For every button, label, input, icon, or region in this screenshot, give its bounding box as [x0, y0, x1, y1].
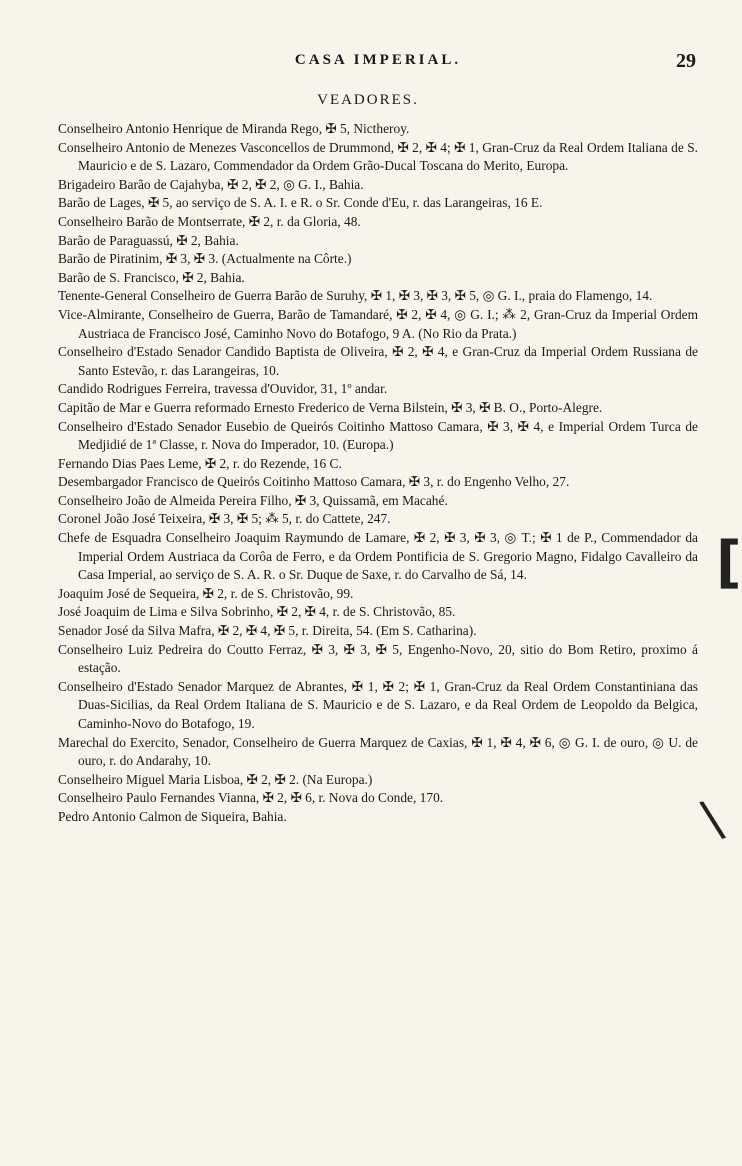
list-item: Barão de Piratinim, ✠ 3, ✠ 3. (Actualmente na Côrte.) — [58, 251, 352, 267]
list-item: Barão de Lages, ✠ 5, ao serviço de S. A. I. e R. o Sr. Conde d'Eu, r. das Larangeiras, 16 E. — [58, 195, 543, 211]
page-number: 29 — [676, 50, 696, 72]
list-item: Capitão de Mar e Guerra reformado Ernesto Frederico de Verna Bilstein, ✠ 3, ✠ B. O., Porto-Alegre. — [58, 399, 603, 415]
list-item: Conselheiro d'Estado Senador Marquez de Abrantes, ✠ 1, ✠ 2; ✠ 1, Gran-Cruz da Real Ordem Constantiniana das Duas-Sicilias, da Real Ordem Italiana de S. Mauricio e de S. Lazaro, e da Real Ordem de Leopoldo da Belgica, Caminho-Novo do Botafogo, 19. — [58, 678, 698, 731]
running-title: CASA IMPERIAL. — [294, 52, 462, 68]
margin-pencil-mark: \ — [696, 788, 729, 850]
page-header — [60, 52, 696, 76]
list-item: Conselheiro Luiz Pedreira do Coutto Ferraz, ✠ 3, ✠ 3, ✠ 5, Engenho-Novo, 20, sitio do Bom Retiro, proximo á estação. — [58, 641, 698, 676]
list-item: Vice-Almirante, Conselheiro de Guerra, Barão de Tamandaré, ✠ 2, ✠ 4, ◎ G. I.; ⁂ 2, Gran-Cruz da Imperial Ordem Austriaca de Francisco José, Caminho Novo do Botafogo, 9 A. (No Rio da Prata.) — [58, 306, 698, 341]
entry-list — [58, 120, 698, 827]
list-item: Conselheiro Antonio de Menezes Vasconcellos de Drummond, ✠ 2, ✠ 4; ✠ 1, Gran-Cruz da Real Ordem Italiana de S. Mauricio e de S. Lazaro, Commendador da Ordem Grão-Ducal Toscana do Merito, Europa. — [58, 139, 698, 174]
section-title: VEADORES. — [317, 92, 419, 108]
list-item: Barão de Paraguassú, ✠ 2, Bahia. — [58, 232, 239, 248]
list-item: Coronel João José Teixeira, ✠ 3, ✠ 5; ⁂ 5, r. do Cattete, 247. — [58, 511, 391, 527]
list-item: Conselheiro Miguel Maria Lisboa, ✠ 2, ✠ 2. (Na Europa.) — [58, 771, 373, 787]
list-item: Senador José da Silva Mafra, ✠ 2, ✠ 4, ✠ 5, r. Direita, 54. (Em S. Catharina). — [58, 623, 477, 639]
margin-bracket-mark: [ — [716, 530, 742, 595]
list-item: Conselheiro Antonio Henrique de Miranda Rego, ✠ 5, Nictheroy. — [58, 121, 410, 136]
list-item: Candido Rodrigues Ferreira, travessa d'Ouvidor, 31, 1º andar. — [58, 381, 388, 397]
list-item: Conselheiro João de Almeida Pereira Filho, ✠ 3, Quissamã, em Macahé. — [58, 492, 448, 508]
list-item: Conselheiro d'Estado Senador Eusebio de Queirós Coitinho Mattoso Camara, ✠ 3, ✠ 4, e Imperial Ordem Turca de Medjidié de 1ª Classe, r. Nova do Imperador, 10. (Europa.) — [58, 418, 698, 453]
list-item: Barão de S. Francisco, ✠ 2, Bahia. — [58, 269, 245, 285]
list-item: José Joaquim de Lima e Silva Sobrinho, ✠ 2, ✠ 4, r. de S. Christovão, 85. — [58, 604, 456, 620]
list-item: Marechal do Exercito, Senador, Conselheiro de Guerra Marquez de Caxias, ✠ 1, ✠ 4, ✠ 6, ◎ G. I. de ouro, ◎ U. de ouro, r. do Andarahy, 10. — [58, 734, 698, 769]
list-item: Pedro Antonio Calmon de Siqueira, Bahia. — [58, 808, 287, 824]
list-item: Chefe de Esquadra Conselheiro Joaquim Raymundo de Lamare, ✠ 2, ✠ 3, ✠ 3, ◎ T.; ✠ 1 de P., Commendador da Imperial Ordem Austriaca da Corôa de Ferro, e da Ordem Pontificia de S. Gregorio Magno, Fidalgo Cavalleiro da Casa Imperial, ao serviço de S. A. R. o Sr. Duque de Saxe, r. do Carvalho de Sá, 14. — [58, 530, 698, 583]
list-item: Tenente-General Conselheiro de Guerra Barão de Suruhy, ✠ 1, ✠ 3, ✠ 3, ✠ 5, ◎ G. I., praia do Flamengo, 14. — [58, 288, 653, 304]
list-item: Joaquim José de Sequeira, ✠ 2, r. de S. Christovão, 99. — [58, 585, 354, 601]
list-item: Desembargador Francisco de Queirós Coitinho Mattoso Camara, ✠ 3, r. do Engenho Velho, 27. — [58, 474, 570, 490]
list-item: Brigadeiro Barão de Cajahyba, ✠ 2, ✠ 2, ◎ G. I., Bahia. — [58, 176, 364, 192]
list-item: Conselheiro Paulo Fernandes Vianna, ✠ 2, ✠ 6, r. Nova do Conde, 170. — [58, 790, 444, 806]
list-item: Conselheiro d'Estado Senador Candido Baptista de Oliveira, ✠ 2, ✠ 4, e Gran-Cruz da Imperial Ordem Russiana de Santo Estevão, r. das Larangeiras, 10. — [58, 344, 698, 378]
list-item: Fernando Dias Paes Leme, ✠ 2, r. do Rezende, 16 C. — [58, 455, 342, 471]
list-item: Conselheiro Barão de Montserrate, ✠ 2, r. da Gloria, 48. — [58, 213, 361, 229]
